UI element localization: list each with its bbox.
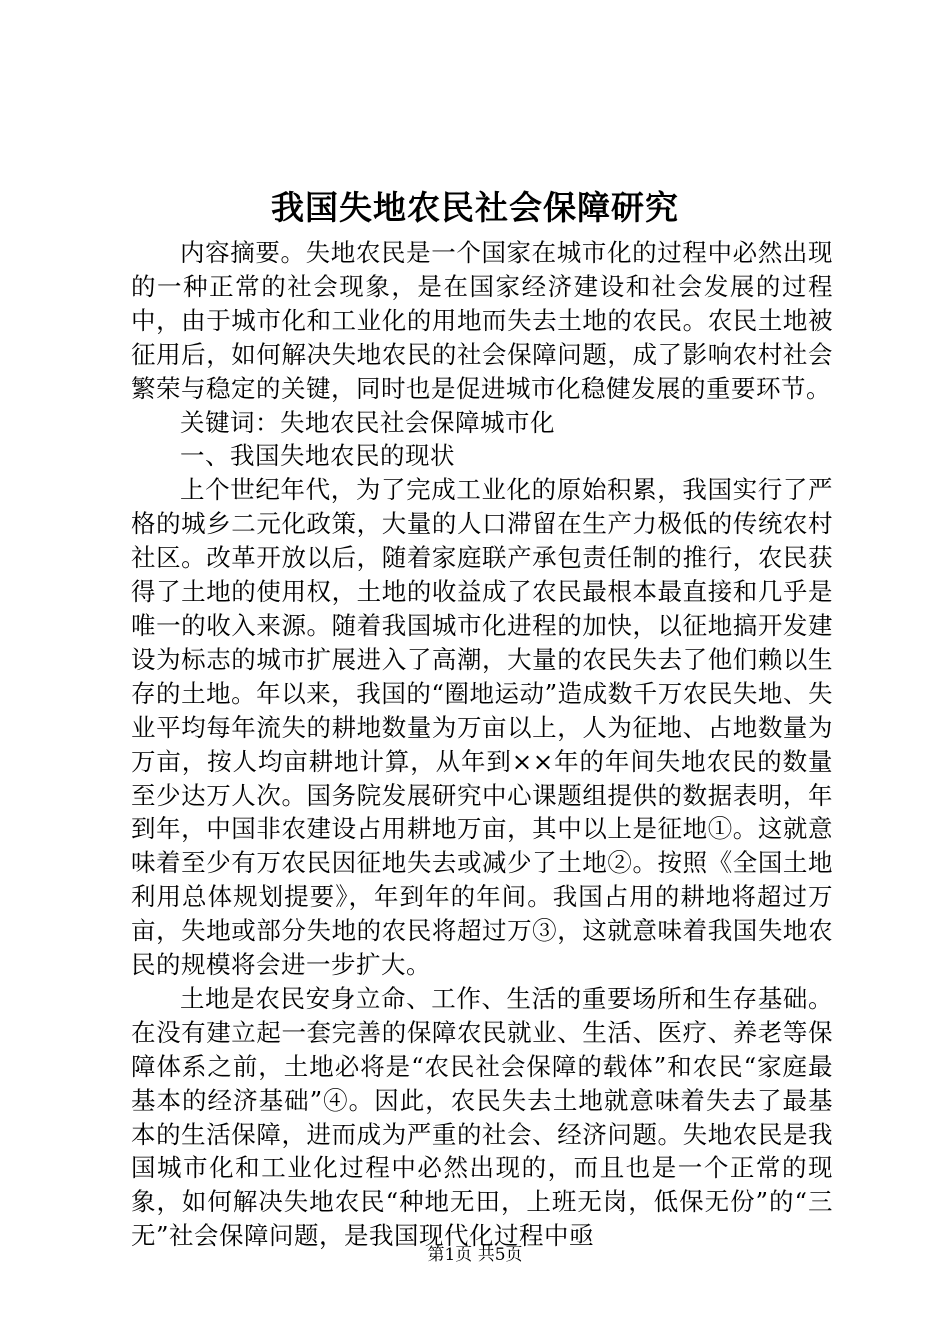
- page-footer: 第1页 共5页: [427, 1245, 523, 1265]
- abstract-paragraph: 内容摘要。失地农民是一个国家在城市化的过程中必然出现的一种正常的社会现象，是在国家经济建设和社会发展的过程中，由于城市化和工业化的用地而失去土地的农民。农民土地被征用后，如何解决失地农民的社会保障问题，成了影响农村社会繁荣与稳定的关键，同时也是促进城市化稳健发展的重要环节。: [131, 238, 833, 403]
- body-paragraph: 土地是农民安身立命、工作、生活的重要场所和生存基础。在没有建立起一套完善的保障农民就业、生活、医疗、养老等保障体系之前，土地必将是“农民社会保障的载体”和农民“家庭最基本的经济基础”④。因此，农民失去土地就意味着失去了最基本的生活保障，进而成为严重的社会、经济问题。失地农民是我国城市化和工业化过程中必然出现的，而且也是一个正常的现象，如何解决失地农民“种地无田，上班无岗，低保无份”的“三无”社会保障问题，是我国现代化过程中亟: [131, 983, 833, 1251]
- section-heading: 一、我国失地农民的现状: [180, 441, 455, 471]
- document-body: [131, 236, 833, 1253]
- body-paragraph: 上个世纪年代，为了完成工业化的原始积累，我国实行了严格的城乡二元化政策，大量的人口滞留在生产力极低的传统农村社区。改革开放以后，随着家庭联产承包责任制的推行，农民获得了土地的使用权，土地的收益成了农民最根本最直接和几乎是唯一的收入来源。随着我国城市化进程的加快，以征地搞开发建设为标志的城市扩展进入了高潮，大量的农民失去了他们赖以生存的土地。年以来，我国的“圈地运动”造成数千万农民失地、失业平均每年流失的耕地数量为万亩以上，人为征地、占地数量为万亩，按人均亩耕地计算，从年到××年的年间失地农民的数量至少达万人次。国务院发展研究中心课题组提供的数据表明，年到年，中国非农建设占用耕地万亩，其中以上是征地①。这就意味着至少有万农民因征地失去或减少了土地②。按照《全国土地利用总体规划提要》，年到年的年间。我国占用的耕地将超过万亩，失地或部分失地的农民将超过万③，这就意味着我国失地农民的规模将会进一步扩大。: [131, 475, 833, 980]
- keywords-line: 关键词：失地农民社会保障城市化: [180, 407, 555, 437]
- document-title: 我国失地农民社会保障研究: [271, 188, 679, 227]
